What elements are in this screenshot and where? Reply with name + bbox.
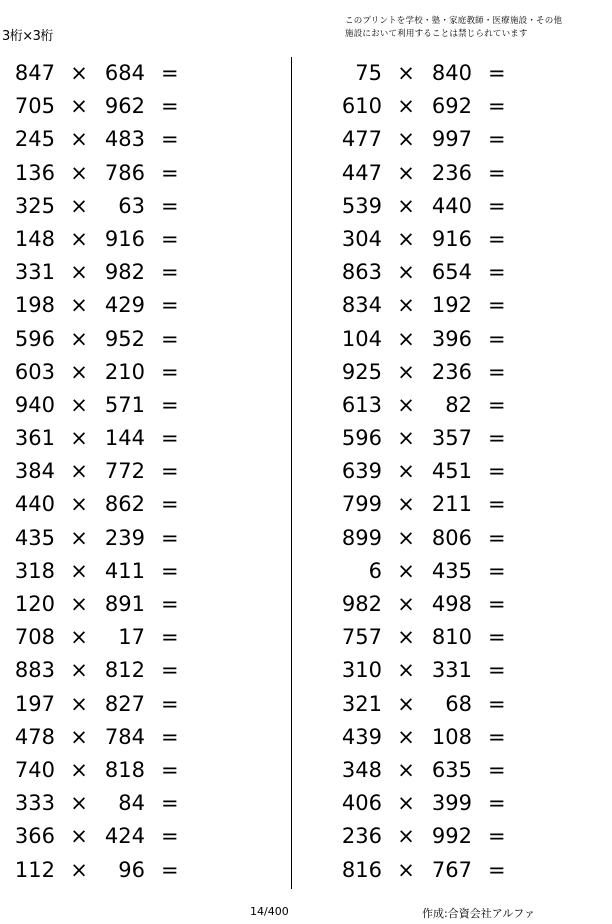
multiplier: 806	[431, 525, 472, 550]
multiplier: 210	[104, 359, 145, 384]
multiplicand: 925	[341, 359, 382, 384]
times-sign: ×	[70, 326, 88, 351]
author-credit: 作成:合資会社アルファ	[422, 907, 536, 920]
multiplicand: 613	[341, 392, 382, 417]
times-sign: ×	[397, 61, 415, 85]
equals-sign: =	[161, 691, 179, 716]
multiplier: 424	[104, 824, 145, 849]
multiplier: 192	[431, 293, 472, 318]
multiplicand: 318	[14, 558, 55, 583]
multiplier: 451	[431, 459, 472, 484]
equals-sign: =	[488, 757, 506, 782]
worksheet-title: 3桁×3桁	[2, 29, 53, 44]
equals-sign: =	[161, 625, 179, 650]
equals-sign: =	[488, 724, 506, 749]
times-sign: ×	[397, 658, 415, 683]
multiplier: 68	[445, 691, 472, 716]
equals-sign: =	[161, 160, 179, 185]
times-sign: ×	[70, 359, 88, 384]
multiplier: 827	[104, 691, 145, 716]
multiplier: 108	[431, 724, 472, 749]
times-sign: ×	[397, 193, 415, 218]
multiplicand: 940	[14, 392, 55, 417]
multiplier: 440	[431, 193, 472, 218]
times-sign: ×	[70, 260, 88, 285]
equals-sign: =	[161, 724, 179, 749]
multiplicand: 348	[341, 757, 382, 782]
times-sign: ×	[397, 824, 415, 849]
multiplier: 916	[431, 226, 472, 251]
multiplicand: 435	[14, 525, 55, 550]
multiplier: 784	[104, 724, 145, 749]
multiplicand: 236	[341, 824, 382, 849]
multiplicand: 75	[355, 61, 382, 85]
equals-sign: =	[488, 326, 506, 351]
equals-sign: =	[161, 293, 179, 318]
times-sign: ×	[70, 658, 88, 683]
multiplier: 236	[431, 160, 472, 185]
multiplicand: 982	[341, 592, 382, 616]
multiplier: 767	[431, 857, 472, 882]
equals-sign: =	[161, 558, 179, 583]
multiplicand: 333	[14, 791, 55, 816]
multiplicand: 197	[14, 691, 55, 716]
multiplier: 992	[431, 824, 472, 849]
times-sign: ×	[70, 558, 88, 583]
equals-sign: =	[488, 426, 506, 451]
times-sign: ×	[70, 426, 88, 451]
multiplier: 357	[431, 426, 472, 451]
equals-sign: =	[161, 658, 179, 683]
multiplier: 236	[431, 359, 472, 384]
multiplicand: 439	[341, 724, 382, 749]
times-sign: ×	[70, 724, 88, 749]
multiplicand: 310	[341, 658, 382, 683]
times-sign: ×	[397, 625, 415, 650]
multiplicand: 447	[341, 160, 382, 185]
multiplier: 772	[104, 459, 145, 484]
multiplicand: 384	[14, 459, 55, 484]
times-sign: ×	[397, 326, 415, 351]
times-sign: ×	[397, 94, 415, 119]
multiplier: 654	[431, 260, 472, 285]
page-number: 14/400	[250, 905, 289, 918]
times-sign: ×	[70, 160, 88, 185]
usage-notice-line-1: このプリントを学校・塾・家庭教師・医療施設・その他	[345, 16, 563, 26]
multiplicand: 757	[341, 625, 382, 650]
multiplier: 810	[431, 625, 472, 650]
multiplicand: 6	[368, 558, 382, 583]
equals-sign: =	[488, 492, 506, 517]
multiplicand: 104	[341, 326, 382, 351]
usage-notice	[345, 15, 605, 41]
multiplier: 786	[104, 160, 145, 185]
times-sign: ×	[397, 757, 415, 782]
multiplicand: 799	[341, 492, 382, 517]
multiplier: 982	[104, 260, 145, 285]
multiplier: 63	[118, 193, 145, 218]
multiplier: 916	[104, 226, 145, 251]
equals-sign: =	[161, 392, 179, 417]
equals-sign: =	[161, 94, 179, 119]
multiplicand: 361	[14, 426, 55, 451]
equals-sign: =	[161, 824, 179, 849]
multiplicand: 705	[14, 94, 55, 119]
equals-sign: =	[488, 392, 506, 417]
equals-sign: =	[161, 226, 179, 251]
equals-sign: =	[488, 226, 506, 251]
column-divider	[291, 57, 292, 889]
times-sign: ×	[70, 525, 88, 550]
equals-sign: =	[488, 127, 506, 152]
multiplier: 571	[104, 392, 145, 417]
equals-sign: =	[488, 293, 506, 318]
times-sign: ×	[70, 94, 88, 119]
multiplicand: 834	[341, 293, 382, 318]
times-sign: ×	[70, 791, 88, 816]
multiplier: 211	[431, 492, 472, 517]
times-sign: ×	[397, 392, 415, 417]
multiplicand: 899	[341, 525, 382, 550]
equals-sign: =	[161, 426, 179, 451]
equals-sign: =	[161, 757, 179, 782]
times-sign: ×	[397, 592, 415, 616]
equals-sign: =	[488, 260, 506, 285]
times-sign: ×	[70, 625, 88, 650]
times-sign: ×	[397, 226, 415, 251]
multiplicand: 539	[341, 193, 382, 218]
multiplicand: 440	[14, 492, 55, 517]
equals-sign: =	[161, 61, 179, 85]
multiplier: 635	[431, 757, 472, 782]
times-sign: ×	[397, 724, 415, 749]
multiplier: 331	[431, 658, 472, 683]
times-sign: ×	[70, 459, 88, 484]
times-sign: ×	[397, 459, 415, 484]
multiplicand: 112	[14, 857, 55, 882]
multiplier: 84	[118, 791, 145, 816]
multiplicand: 847	[14, 61, 55, 85]
equals-sign: =	[488, 592, 506, 616]
equals-sign: =	[488, 625, 506, 650]
multiplicand: 639	[341, 459, 382, 484]
multiplier: 891	[104, 592, 145, 616]
times-sign: ×	[70, 857, 88, 882]
multiplicand: 863	[341, 260, 382, 285]
multiplier: 840	[431, 61, 472, 85]
multiplier: 483	[104, 127, 145, 152]
equals-sign: =	[161, 193, 179, 218]
times-sign: ×	[397, 293, 415, 318]
times-sign: ×	[397, 359, 415, 384]
multiplier: 952	[104, 326, 145, 351]
multiplicand: 477	[341, 127, 382, 152]
equals-sign: =	[488, 525, 506, 550]
multiplicand: 406	[341, 791, 382, 816]
multiplier: 399	[431, 791, 472, 816]
multiplier: 435	[431, 558, 472, 583]
multiplicand: 478	[14, 724, 55, 749]
multiplicand: 136	[14, 160, 55, 185]
usage-notice-line-2: 施設において利用することは禁じられています	[345, 29, 528, 39]
equals-sign: =	[488, 160, 506, 185]
multiplicand: 120	[14, 592, 55, 616]
multiplier: 411	[104, 558, 145, 583]
multiplier: 812	[104, 658, 145, 683]
multiplicand: 596	[341, 426, 382, 451]
multiplier: 429	[104, 293, 145, 318]
multiplicand: 740	[14, 757, 55, 782]
times-sign: ×	[397, 426, 415, 451]
multiplicand: 366	[14, 824, 55, 849]
multiplier: 239	[104, 525, 145, 550]
multiplier: 962	[104, 94, 145, 119]
times-sign: ×	[70, 61, 88, 85]
multiplicand: 304	[341, 226, 382, 251]
times-sign: ×	[397, 160, 415, 185]
equals-sign: =	[488, 824, 506, 849]
times-sign: ×	[397, 691, 415, 716]
times-sign: ×	[70, 392, 88, 417]
multiplicand: 331	[14, 260, 55, 285]
multiplicand: 198	[14, 293, 55, 318]
equals-sign: =	[161, 525, 179, 550]
equals-sign: =	[488, 359, 506, 384]
times-sign: ×	[397, 492, 415, 517]
equals-sign: =	[161, 791, 179, 816]
equals-sign: =	[161, 592, 179, 616]
times-sign: ×	[70, 824, 88, 849]
multiplicand: 325	[14, 193, 55, 218]
equals-sign: =	[161, 127, 179, 152]
times-sign: ×	[70, 226, 88, 251]
multiplier: 96	[118, 857, 145, 882]
multiplicand: 883	[14, 658, 55, 683]
multiplier: 498	[431, 592, 472, 616]
equals-sign: =	[161, 492, 179, 517]
multiplicand: 245	[14, 127, 55, 152]
multiplier: 396	[431, 326, 472, 351]
times-sign: ×	[397, 791, 415, 816]
equals-sign: =	[161, 260, 179, 285]
multiplier: 684	[104, 61, 145, 85]
equals-sign: =	[488, 558, 506, 583]
equals-sign: =	[488, 459, 506, 484]
times-sign: ×	[397, 857, 415, 882]
multiplier: 997	[431, 127, 472, 152]
equals-sign: =	[488, 857, 506, 882]
times-sign: ×	[70, 127, 88, 152]
equals-sign: =	[161, 359, 179, 384]
multiplicand: 610	[341, 94, 382, 119]
multiplier: 144	[104, 426, 145, 451]
multiplicand: 708	[14, 625, 55, 650]
times-sign: ×	[70, 691, 88, 716]
equals-sign: =	[488, 61, 506, 85]
multiplier: 17	[118, 625, 145, 650]
equals-sign: =	[488, 193, 506, 218]
multiplier: 692	[431, 94, 472, 119]
equals-sign: =	[488, 791, 506, 816]
multiplicand: 148	[14, 226, 55, 251]
times-sign: ×	[70, 293, 88, 318]
multiplier: 82	[445, 392, 472, 417]
multiplicand: 596	[14, 326, 55, 351]
equals-sign: =	[161, 857, 179, 882]
multiplicand: 603	[14, 359, 55, 384]
times-sign: ×	[70, 757, 88, 782]
times-sign: ×	[397, 260, 415, 285]
times-sign: ×	[397, 558, 415, 583]
times-sign: ×	[397, 127, 415, 152]
multiplier: 818	[104, 757, 145, 782]
equals-sign: =	[488, 658, 506, 683]
equals-sign: =	[488, 94, 506, 119]
times-sign: ×	[70, 193, 88, 218]
multiplicand: 321	[341, 691, 382, 716]
equals-sign: =	[161, 326, 179, 351]
times-sign: ×	[397, 525, 415, 550]
times-sign: ×	[70, 492, 88, 517]
equals-sign: =	[488, 691, 506, 716]
equals-sign: =	[161, 459, 179, 484]
multiplicand: 816	[341, 857, 382, 882]
times-sign: ×	[70, 592, 88, 616]
multiplier: 862	[104, 492, 145, 517]
